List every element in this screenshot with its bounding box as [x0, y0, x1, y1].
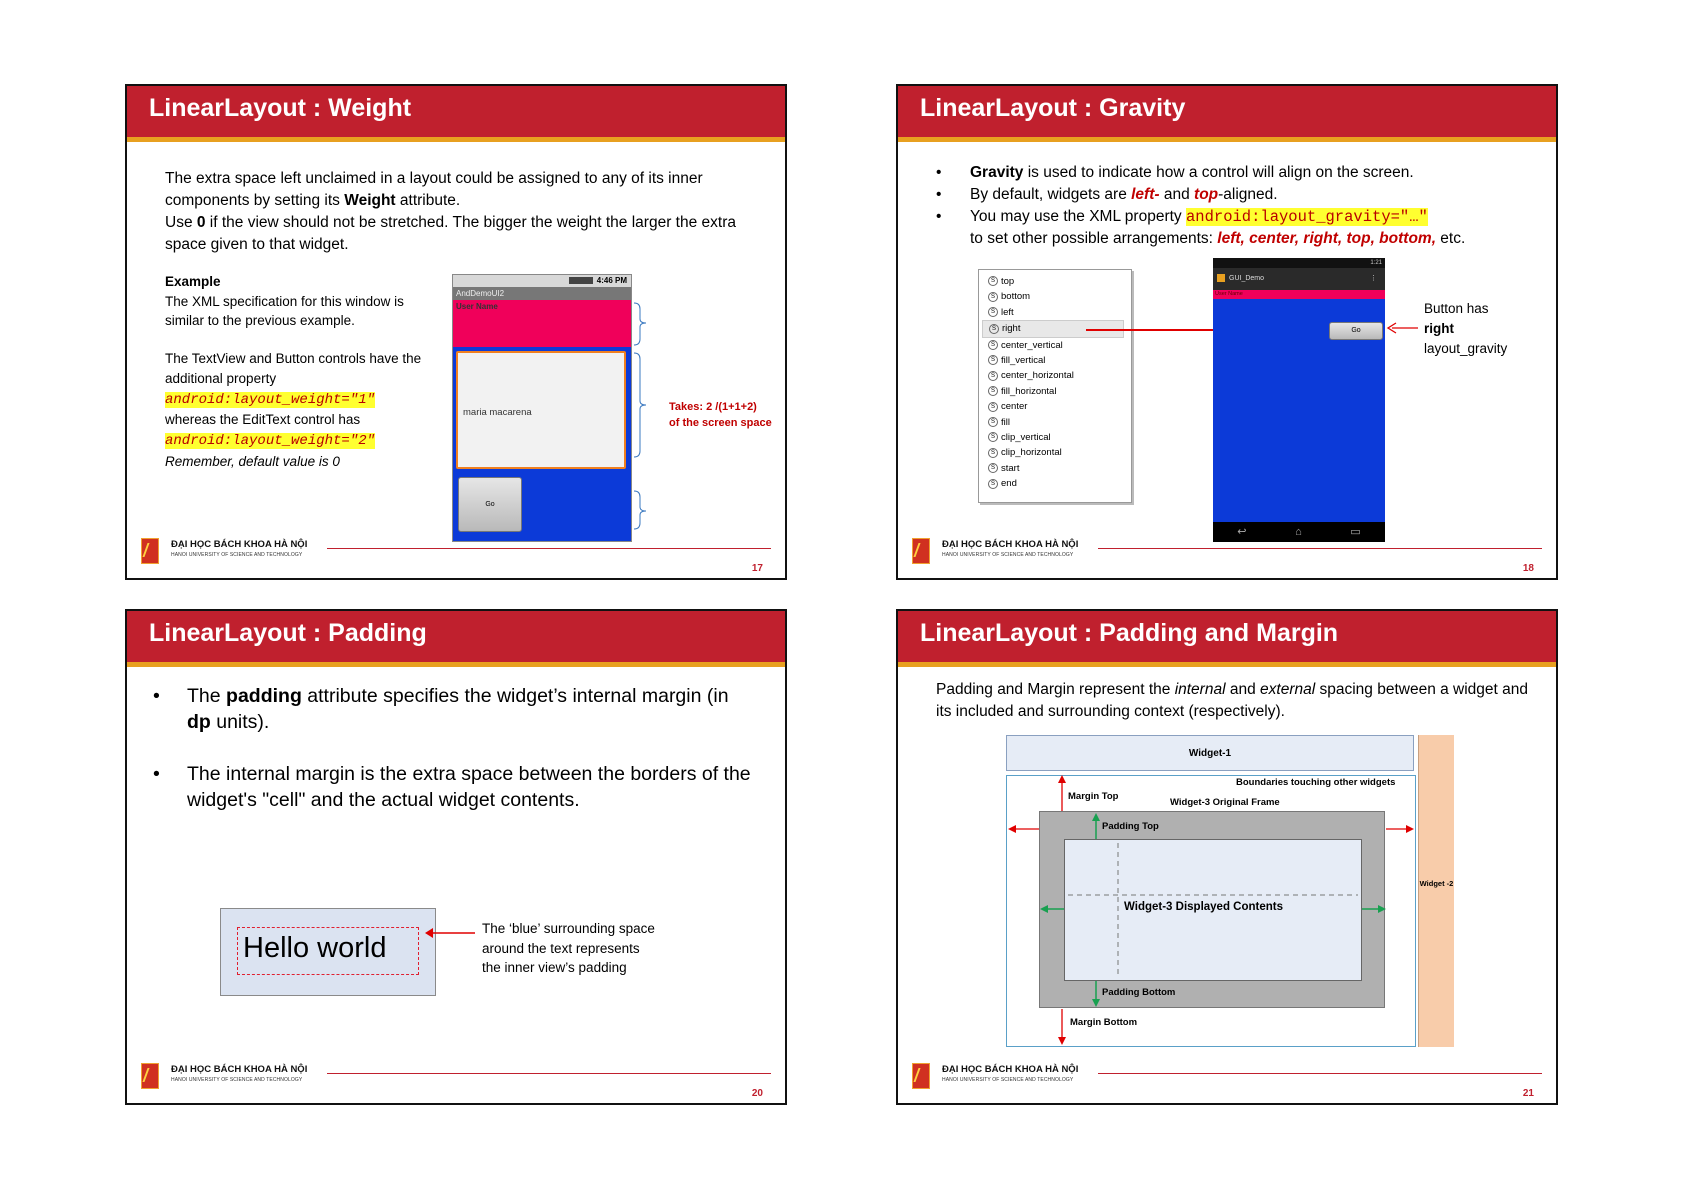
constant-icon: S	[988, 417, 998, 427]
margin-top-label: Margin Top	[1068, 791, 1119, 802]
app-title-bar: AndDemoUI2	[453, 287, 631, 300]
hello-world-text: Hello world	[243, 932, 387, 964]
footer-divider	[1098, 1073, 1542, 1074]
page-number: 20	[751, 1088, 763, 1099]
gravity-options-list	[978, 269, 1132, 503]
footer-university-en: HANOI UNIVERSITY OF SCIENCE AND TECHNOLOGY	[171, 1077, 303, 1083]
constant-icon: S	[988, 402, 998, 412]
footer-university-en: HANOI UNIVERSITY OF SCIENCE AND TECHNOLOGY	[942, 552, 1074, 558]
gravity-option-fill-horizontal[interactable]	[982, 384, 1124, 399]
slide-weight	[125, 84, 787, 580]
constant-icon: S	[988, 307, 998, 317]
phone-screenshot	[452, 274, 632, 542]
university-logo	[141, 538, 159, 564]
gravity-option-label: clip_horizontal	[1001, 447, 1062, 459]
gravity-option-label: center	[1001, 401, 1028, 413]
bullet-gravity: • Gravity is used to indicate how a control will align on the screen.	[936, 162, 1536, 184]
padding-arrow	[423, 927, 475, 939]
gravity-bullets	[936, 162, 1536, 250]
textview-user-name: User Name	[453, 300, 631, 347]
university-logo	[912, 1063, 930, 1089]
overflow-menu-icon[interactable]: ⋮	[1370, 275, 1377, 282]
original-frame-label: Widget-3 Original Frame	[1170, 797, 1280, 808]
footer-university: ĐẠI HỌC BÁCH KHOA HÀ NỘI	[171, 539, 308, 550]
back-icon[interactable]: ↩	[1237, 526, 1247, 538]
gravity-option-center-horizontal[interactable]	[982, 368, 1124, 383]
page-number: 18	[1522, 563, 1534, 574]
gravity-option-clip-horizontal[interactable]	[982, 445, 1124, 460]
padding-note: The ‘blue’ surrounding space around the text represents the inner view’s padding	[482, 921, 655, 976]
widget-1-box: Widget-1	[1006, 735, 1414, 771]
constant-icon: S	[988, 386, 998, 396]
gravity-option-left[interactable]	[982, 305, 1124, 320]
bullet-default: • By default, widgets are left- and top-aligned.	[936, 184, 1536, 206]
hello-world-content	[237, 927, 419, 975]
padding-bottom-label: Padding Bottom	[1102, 987, 1176, 998]
slide-title: LinearLayout : Weight	[127, 86, 785, 142]
slide-title: LinearLayout : Padding and Margin	[898, 611, 1556, 667]
university-logo	[912, 538, 930, 564]
app-title-bar: GUI_Demo ⋮	[1213, 268, 1385, 290]
diagram-arrows	[1006, 735, 1456, 1049]
example-heading: Example	[165, 274, 221, 289]
status-icons	[569, 277, 593, 284]
slide-padding-margin	[896, 609, 1558, 1105]
note-arrow	[1386, 322, 1420, 334]
gravity-option-fill-vertical[interactable]	[982, 353, 1124, 368]
widget-2-box: Widget -2	[1418, 735, 1454, 1047]
example-block: Example The XML specification for this window is similar to the previous example. The TextView and Button controls have the additional property android:layout_weight="1" whereas the EditText control has android:layout_weight="2" Remember, default value is 0	[165, 274, 422, 469]
weight-intro: The extra space left unclaimed in a layout could be assigned to any of its inner components by setting its Weight attribute. Use 0 if the view should not be stretched. The bigger the weight the larger the extra space given to that widget.	[165, 170, 736, 253]
gravity-option-label: left	[1001, 306, 1014, 318]
constant-icon: S	[988, 432, 998, 442]
status-bar: 1:21	[1213, 258, 1385, 268]
gravity-option-label: bottom	[1001, 291, 1031, 303]
page-number: 21	[1522, 1088, 1534, 1099]
footer-university: ĐẠI HỌC BÁCH KHOA HÀ NỘI	[942, 539, 1079, 550]
gravity-option-label: top	[1001, 276, 1015, 287]
brace-bottom	[634, 491, 646, 529]
app-icon	[1217, 274, 1225, 282]
constant-icon: S	[988, 479, 998, 489]
slide-title: LinearLayout : Padding	[127, 611, 785, 667]
constant-icon: S	[988, 371, 998, 381]
displayed-contents-label: Widget-3 Displayed Contents	[1124, 901, 1283, 913]
page-number: 17	[751, 563, 763, 574]
footer-university-en: HANOI UNIVERSITY OF SCIENCE AND TECHNOLOGY	[171, 552, 303, 558]
recents-icon[interactable]: ▭	[1350, 526, 1361, 538]
brace-top	[634, 303, 646, 345]
gravity-option-top[interactable]	[982, 274, 1124, 289]
gravity-option-end[interactable]	[982, 476, 1124, 491]
brace-middle	[634, 353, 646, 457]
slide-gravity	[896, 84, 1558, 580]
edittext-field[interactable]: maria macarena	[456, 351, 626, 469]
slide-padding	[125, 609, 787, 1105]
gravity-option-label: end	[1001, 478, 1017, 490]
gravity-option-center[interactable]	[982, 399, 1124, 414]
constant-icon: S	[988, 292, 998, 302]
gravity-option-label: start	[1001, 462, 1020, 474]
code-weight-2: android:layout_weight="2"	[165, 432, 376, 449]
footer-divider	[327, 548, 771, 549]
gravity-option-center-vertical[interactable]	[982, 338, 1124, 353]
footer-divider	[327, 1073, 771, 1074]
boundaries-label: Boundaries touching other widgets	[1236, 777, 1396, 788]
margin-bottom-label: Margin Bottom	[1070, 1017, 1138, 1028]
constant-icon: S	[988, 463, 998, 473]
bullet-internal-margin: • The internal margin is the extra space between the borders of the widget's "cell" and the actual widget contents.	[153, 761, 753, 813]
footer-university-en: HANOI UNIVERSITY OF SCIENCE AND TECHNOLOGY	[942, 1077, 1074, 1083]
gravity-option-fill[interactable]	[982, 415, 1124, 430]
constant-icon: S	[988, 355, 998, 365]
gravity-option-label: fill	[1001, 416, 1010, 428]
phone-screenshot	[1213, 258, 1385, 542]
gravity-option-label: clip_vertical	[1001, 431, 1051, 443]
padding-margin-diagram	[1006, 735, 1456, 1049]
gravity-option-label: fill_horizontal	[1001, 385, 1057, 397]
gravity-option-label: center_vertical	[1001, 339, 1063, 351]
constant-icon: S	[988, 340, 998, 350]
footer-divider	[1098, 548, 1542, 549]
nav-bar	[1213, 522, 1385, 542]
gravity-option-start[interactable]	[982, 461, 1124, 476]
gravity-option-clip-vertical[interactable]	[982, 430, 1124, 445]
textview-user-name: User Name	[1213, 290, 1385, 299]
padding-bullets	[153, 683, 753, 813]
takes-annotation: Takes: 2 /(1+1+2) of the screen space	[669, 401, 772, 429]
constant-icon: S	[988, 448, 998, 458]
gravity-option-label: right	[1002, 323, 1021, 335]
home-icon[interactable]: ⌂	[1295, 526, 1302, 538]
footer-university: ĐẠI HỌC BÁCH KHOA HÀ NỘI	[171, 1064, 308, 1075]
slide-title: LinearLayout : Gravity	[898, 86, 1556, 142]
go-button[interactable]: Go	[1329, 322, 1383, 340]
code-weight-1: android:layout_weight="1"	[165, 391, 376, 408]
padding-margin-intro: Padding and Margin represent the internal and external spacing between a widget and its included and surrounding context (respectively).	[936, 681, 1529, 720]
padding-top-label: Padding Top	[1102, 821, 1159, 832]
hello-world-view	[220, 908, 436, 996]
gravity-option-label: center_horizontal	[1001, 370, 1074, 382]
gravity-option-label: fill_vertical	[1001, 354, 1046, 366]
weight-braces	[632, 301, 662, 541]
university-logo	[141, 1063, 159, 1089]
footer-university: ĐẠI HỌC BÁCH KHOA HÀ NỘI	[942, 1064, 1079, 1075]
bullet-padding: • The padding attribute specifies the widget’s internal margin (in dp units).	[153, 683, 753, 735]
gravity-option-bottom[interactable]	[982, 289, 1124, 304]
status-bar: 4:46 PM	[453, 275, 631, 287]
constant-icon: S	[989, 324, 999, 334]
go-button[interactable]: Go	[458, 477, 522, 532]
gravity-note: Button has right layout_gravity	[1424, 301, 1508, 356]
constant-icon: S	[988, 276, 998, 286]
bullet-xml: • You may use the XML property android:layout_gravity="…" to set other possible arrangements: left, center, right, top, bottom, etc.	[936, 206, 1536, 250]
